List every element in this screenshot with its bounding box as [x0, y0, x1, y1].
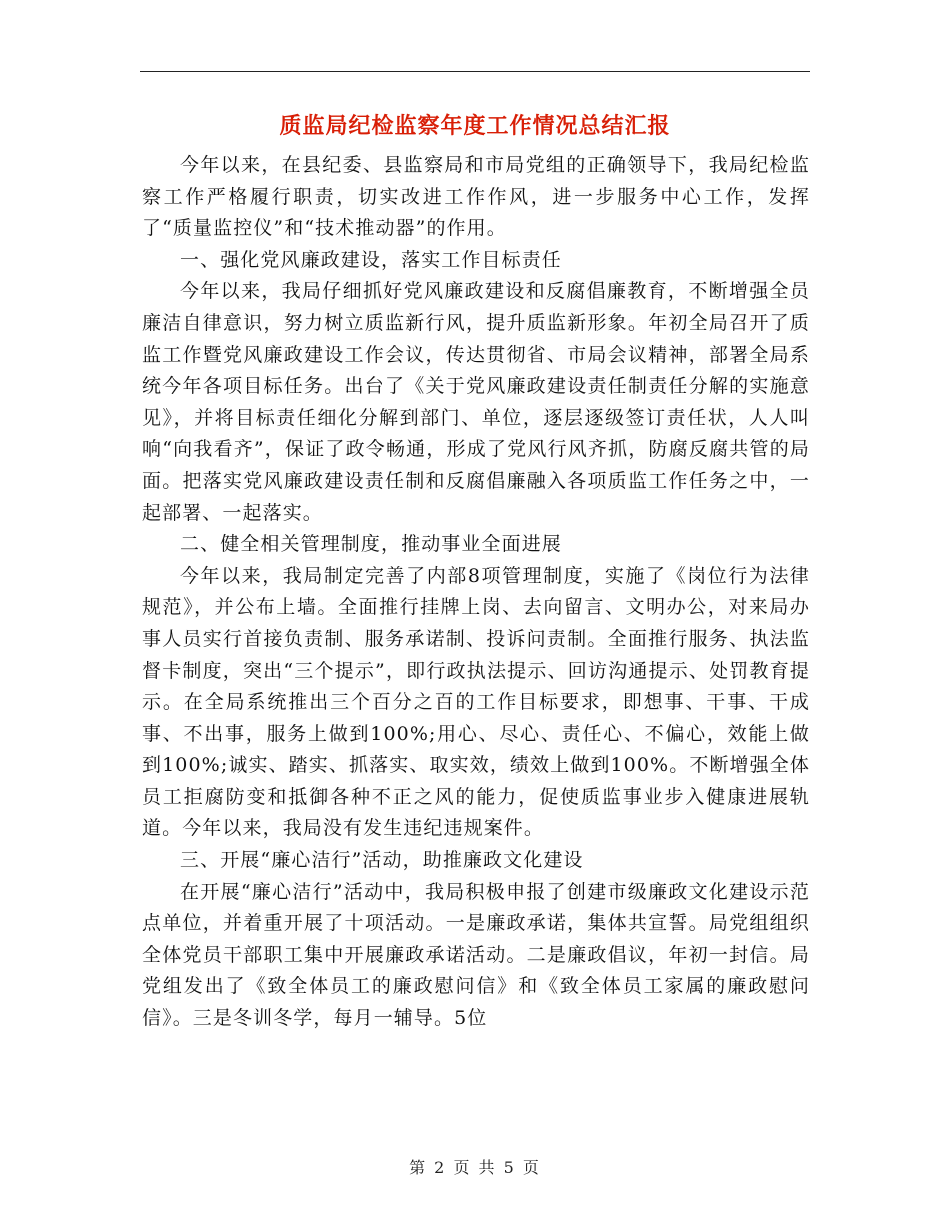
- page-number-footer: 第 2 页 共 5 页: [409, 1158, 541, 1177]
- body-paragraph-2: 今年以来，我局制定完善了内部8项管理制度，实施了《岗位行为法律规范》，并公布上墙。全面推行挂牌上岗、去向留言、文明办公，对来局办事人员实行首接负责制、服务承诺制、投诉问责制。全面推行服务、执法监督卡制度，突出“三个提示”，即行政执法提示、回访沟通提示、处罚教育提示。在全局系统推出三个百分之百的工作目标要求，即想事、干事、干成事、不出事，服务上做到100%;用心、尽心、责任心、不偏心，效能上做到100%;诚实、踏实、抓落实、取实效，绩效上做到100%。不断增强全体员工拒腐防变和抵御各种不正之风的能力，促使质监事业步入健康进展轨道。今年以来，我局没有发生违纪违规案件。: [142, 564, 810, 840]
- body-paragraph-intro: 今年以来，在县纪委、县监察局和市局党组的正确领导下，我局纪检监察工作严格履行职责，切实改进工作作风，进一步服务中心工作，发挥了“质量监控仪”和“技术推动器”的作用。: [142, 154, 810, 240]
- section-heading-3: 三、开展“廉心洁行”活动，助推廉政文化建设: [180, 849, 584, 872]
- section-heading-1: 一、强化党风廉政建设，落实工作目标责任: [180, 248, 562, 271]
- header-rule: [140, 71, 810, 72]
- document-body: [142, 150, 810, 1035]
- section-heading-2: 二、健全相关管理制度，推动事业全面进展: [180, 533, 562, 556]
- body-paragraph-3: 在开展“廉心洁行”活动中，我局积极申报了创建市级廉政文化建设示范点单位，并着重开展了十项活动。一是廉政承诺，集体共宣誓。局党组组织全体党员干部职工集中开展廉政承诺活动。二是廉政倡议，年初一封信。局党组发出了《致全体员工的廉政慰问信》和《致全体员工家属的廉政慰问信》。三是冬训冬学，每月一辅导。5位: [142, 880, 810, 1030]
- body-paragraph-1: 今年以来，我局仔细抓好党风廉政建设和反腐倡廉教育，不断增强全员廉洁自律意识，努力树立质监新行风，提升质监新形象。年初全局召开了质监工作暨党风廉政建设工作会议，传达贯彻省、市局会议精神，部署全局系统今年各项目标任务。出台了《关于党风廉政建设责任制责任分解的实施意见》，并将目标责任细化分解到部门、单位，逐层逐级签订责任状，人人叫响“向我看齐”，保证了政令畅通，形成了党风行风齐抓，防腐反腐共管的局面。把落实党风廉政建设责任制和反腐倡廉融入各项质监工作任务之中，一起部署、一起落实。: [142, 280, 810, 524]
- document-title: 质监局纪检监察年度工作情况总结汇报: [279, 113, 671, 139]
